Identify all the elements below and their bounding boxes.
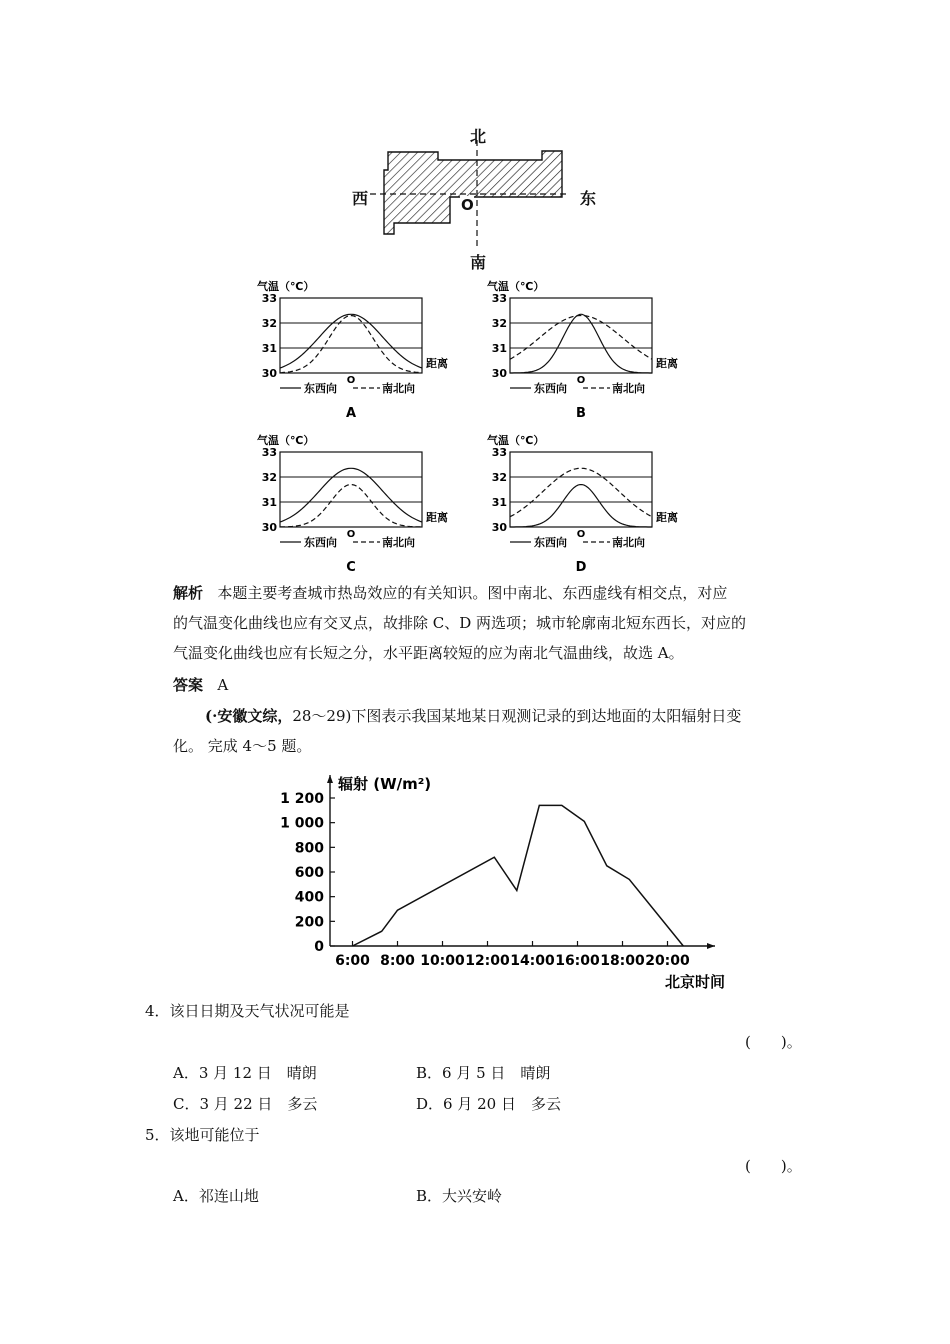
- x-tick-label: 12:00: [465, 953, 510, 969]
- y-tick-label: 0: [314, 939, 324, 955]
- q5-option-a: A．祁连山地: [173, 1187, 259, 1205]
- north-south-curve: [510, 316, 652, 360]
- y-tick-label: 31: [491, 342, 507, 355]
- q4-option-c: C．3 月 22 日 多云: [173, 1095, 318, 1113]
- city-outline: [384, 151, 562, 234]
- q4-option-d: D．6 月 20 日 多云: [416, 1095, 561, 1113]
- y-axis-title: 气温（℃）: [487, 434, 545, 447]
- y-tick-label: 30: [491, 521, 507, 534]
- y-tick-label: 1 200: [280, 791, 324, 807]
- y-tick-label: 32: [261, 317, 277, 330]
- radiation-series-line: [353, 805, 684, 946]
- east-west-curve: [280, 314, 422, 368]
- y-tick-label: 30: [261, 367, 277, 380]
- panel-label: B: [576, 406, 586, 421]
- q4-text: 该日日期及天气状况可能是: [169, 1002, 350, 1020]
- y-tick-label: 1 000: [280, 815, 324, 832]
- y-tick-label: 200: [294, 914, 324, 931]
- q4-answer-blank: ( )。: [745, 1033, 802, 1051]
- north-south-curve: [510, 468, 652, 516]
- y-tick-label: 33: [491, 446, 507, 459]
- origin-label: O: [346, 375, 356, 386]
- plot-frame: [280, 298, 422, 373]
- q4-number: 4．: [145, 1002, 170, 1020]
- x-axis-title: 北京时间: [664, 973, 726, 991]
- temp-chart-A: [255, 278, 470, 423]
- x-tick-label: 14:00: [510, 953, 555, 969]
- y-tick-label: 30: [261, 521, 277, 534]
- y-tick-label: 33: [261, 446, 277, 459]
- x-tick-label: 18:00: [600, 953, 645, 969]
- y-tick-label: 800: [294, 840, 324, 857]
- q4-option-a: A．3 月 12 日 晴朗: [173, 1064, 317, 1082]
- q4-option-b: B．6 月 5 日 晴朗: [416, 1064, 551, 1082]
- y-axis-title: 气温（℃）: [257, 434, 315, 447]
- analysis-line-3: 气温变化曲线也应有长短之分，水平距离较短的应为南北气温曲线，故选 A。: [173, 644, 684, 662]
- legend-ns-label: 南北向: [382, 536, 415, 549]
- y-axis-title: 辐射 (W/m²): [338, 775, 432, 793]
- legend-ns-label: 南北向: [382, 382, 415, 395]
- east-west-curve: [510, 485, 652, 527]
- y-axis-title: 气温（℃）: [487, 280, 545, 293]
- legend-ew-label: 东西向: [304, 536, 337, 549]
- origin-label: O: [576, 529, 586, 540]
- q5-answer-blank: ( )。: [745, 1157, 802, 1175]
- q5-option-b: B．大兴安岭: [416, 1187, 503, 1205]
- center-point-label: O: [461, 196, 474, 214]
- plot-frame: [510, 452, 652, 527]
- origin-label: O: [576, 375, 586, 386]
- north-south-curve: [280, 316, 422, 373]
- question-5: [145, 1125, 260, 1145]
- north-south-curve: [280, 485, 422, 527]
- x-tick-label: 6:00: [335, 953, 370, 969]
- x-axis-label: 距离: [426, 357, 448, 370]
- question-4: [145, 1001, 350, 1021]
- y-tick-label: 33: [261, 292, 277, 305]
- legend-ew-label: 东西向: [534, 536, 567, 549]
- x-axis-label: 距离: [656, 511, 678, 524]
- y-tick-label: 33: [491, 292, 507, 305]
- city-outline-map: [370, 140, 570, 250]
- intro-line-1: [205, 706, 741, 726]
- intro-line-2: 化。 完成 4～5 题。: [173, 737, 312, 755]
- x-tick-label: 20:00: [645, 953, 690, 969]
- plot-frame: [510, 298, 652, 373]
- intro-rest: 28～29)下图表示我国某地某日观测记录的到达地面的太阳辐射日变: [292, 707, 742, 725]
- x-axis-label: 距离: [426, 511, 448, 524]
- origin-label: O: [346, 529, 356, 540]
- y-tick-label: 32: [261, 471, 277, 484]
- answer-value: A: [217, 676, 229, 694]
- plot-frame: [280, 452, 422, 527]
- analysis-line-1: [173, 583, 727, 603]
- panel-label: D: [575, 560, 587, 575]
- analysis-label: 解析: [173, 584, 204, 602]
- y-tick-label: 600: [294, 865, 324, 881]
- y-tick-label: 31: [491, 496, 507, 509]
- y-tick-label: 30: [491, 367, 507, 380]
- y-axis-title: 气温（℃）: [257, 280, 315, 293]
- intro-source: (·安徽文综，: [205, 707, 293, 725]
- x-tick-label: 10:00: [420, 953, 465, 969]
- analysis-text-1: 本题主要考查城市热岛效应的有关知识。图中南北、东西虚线有相交点，对应: [217, 584, 728, 602]
- legend-ew-label: 东西向: [304, 382, 337, 395]
- temp-chart-B: [485, 278, 700, 423]
- panel-label: C: [346, 560, 356, 575]
- east-label: 东: [580, 189, 597, 208]
- y-tick-label: 31: [261, 342, 277, 355]
- legend-ns-label: 南北向: [612, 382, 645, 395]
- answer-label: 答案: [173, 676, 204, 694]
- y-tick-label: 32: [491, 317, 507, 330]
- temp-chart-C: [255, 432, 470, 577]
- y-tick-label: 400: [294, 889, 324, 906]
- answer-line: [173, 675, 228, 695]
- y-tick-label: 32: [491, 471, 507, 484]
- q5-number: 5．: [145, 1126, 170, 1144]
- analysis-line-2: 的气温变化曲线也应有交叉点，故排除 C、D 两选项；城市轮廓南北短东西长，对应的: [173, 614, 747, 632]
- legend-ns-label: 南北向: [612, 536, 645, 549]
- west-label: 西: [352, 189, 369, 208]
- y-axis-arrow: [327, 775, 333, 783]
- x-tick-label: 16:00: [555, 953, 600, 969]
- q5-text: 该地可能位于: [169, 1126, 260, 1144]
- east-west-curve: [280, 468, 422, 522]
- panel-label: A: [345, 406, 357, 421]
- x-axis-arrow: [707, 943, 715, 949]
- north-label: 北: [470, 127, 487, 146]
- x-axis-label: 距离: [656, 357, 678, 370]
- south-label: 南: [470, 253, 487, 272]
- y-tick-label: 31: [261, 496, 277, 509]
- radiation-chart: [260, 765, 740, 995]
- legend-ew-label: 东西向: [534, 382, 567, 395]
- temp-chart-D: [485, 432, 700, 577]
- x-tick-label: 8:00: [380, 953, 415, 969]
